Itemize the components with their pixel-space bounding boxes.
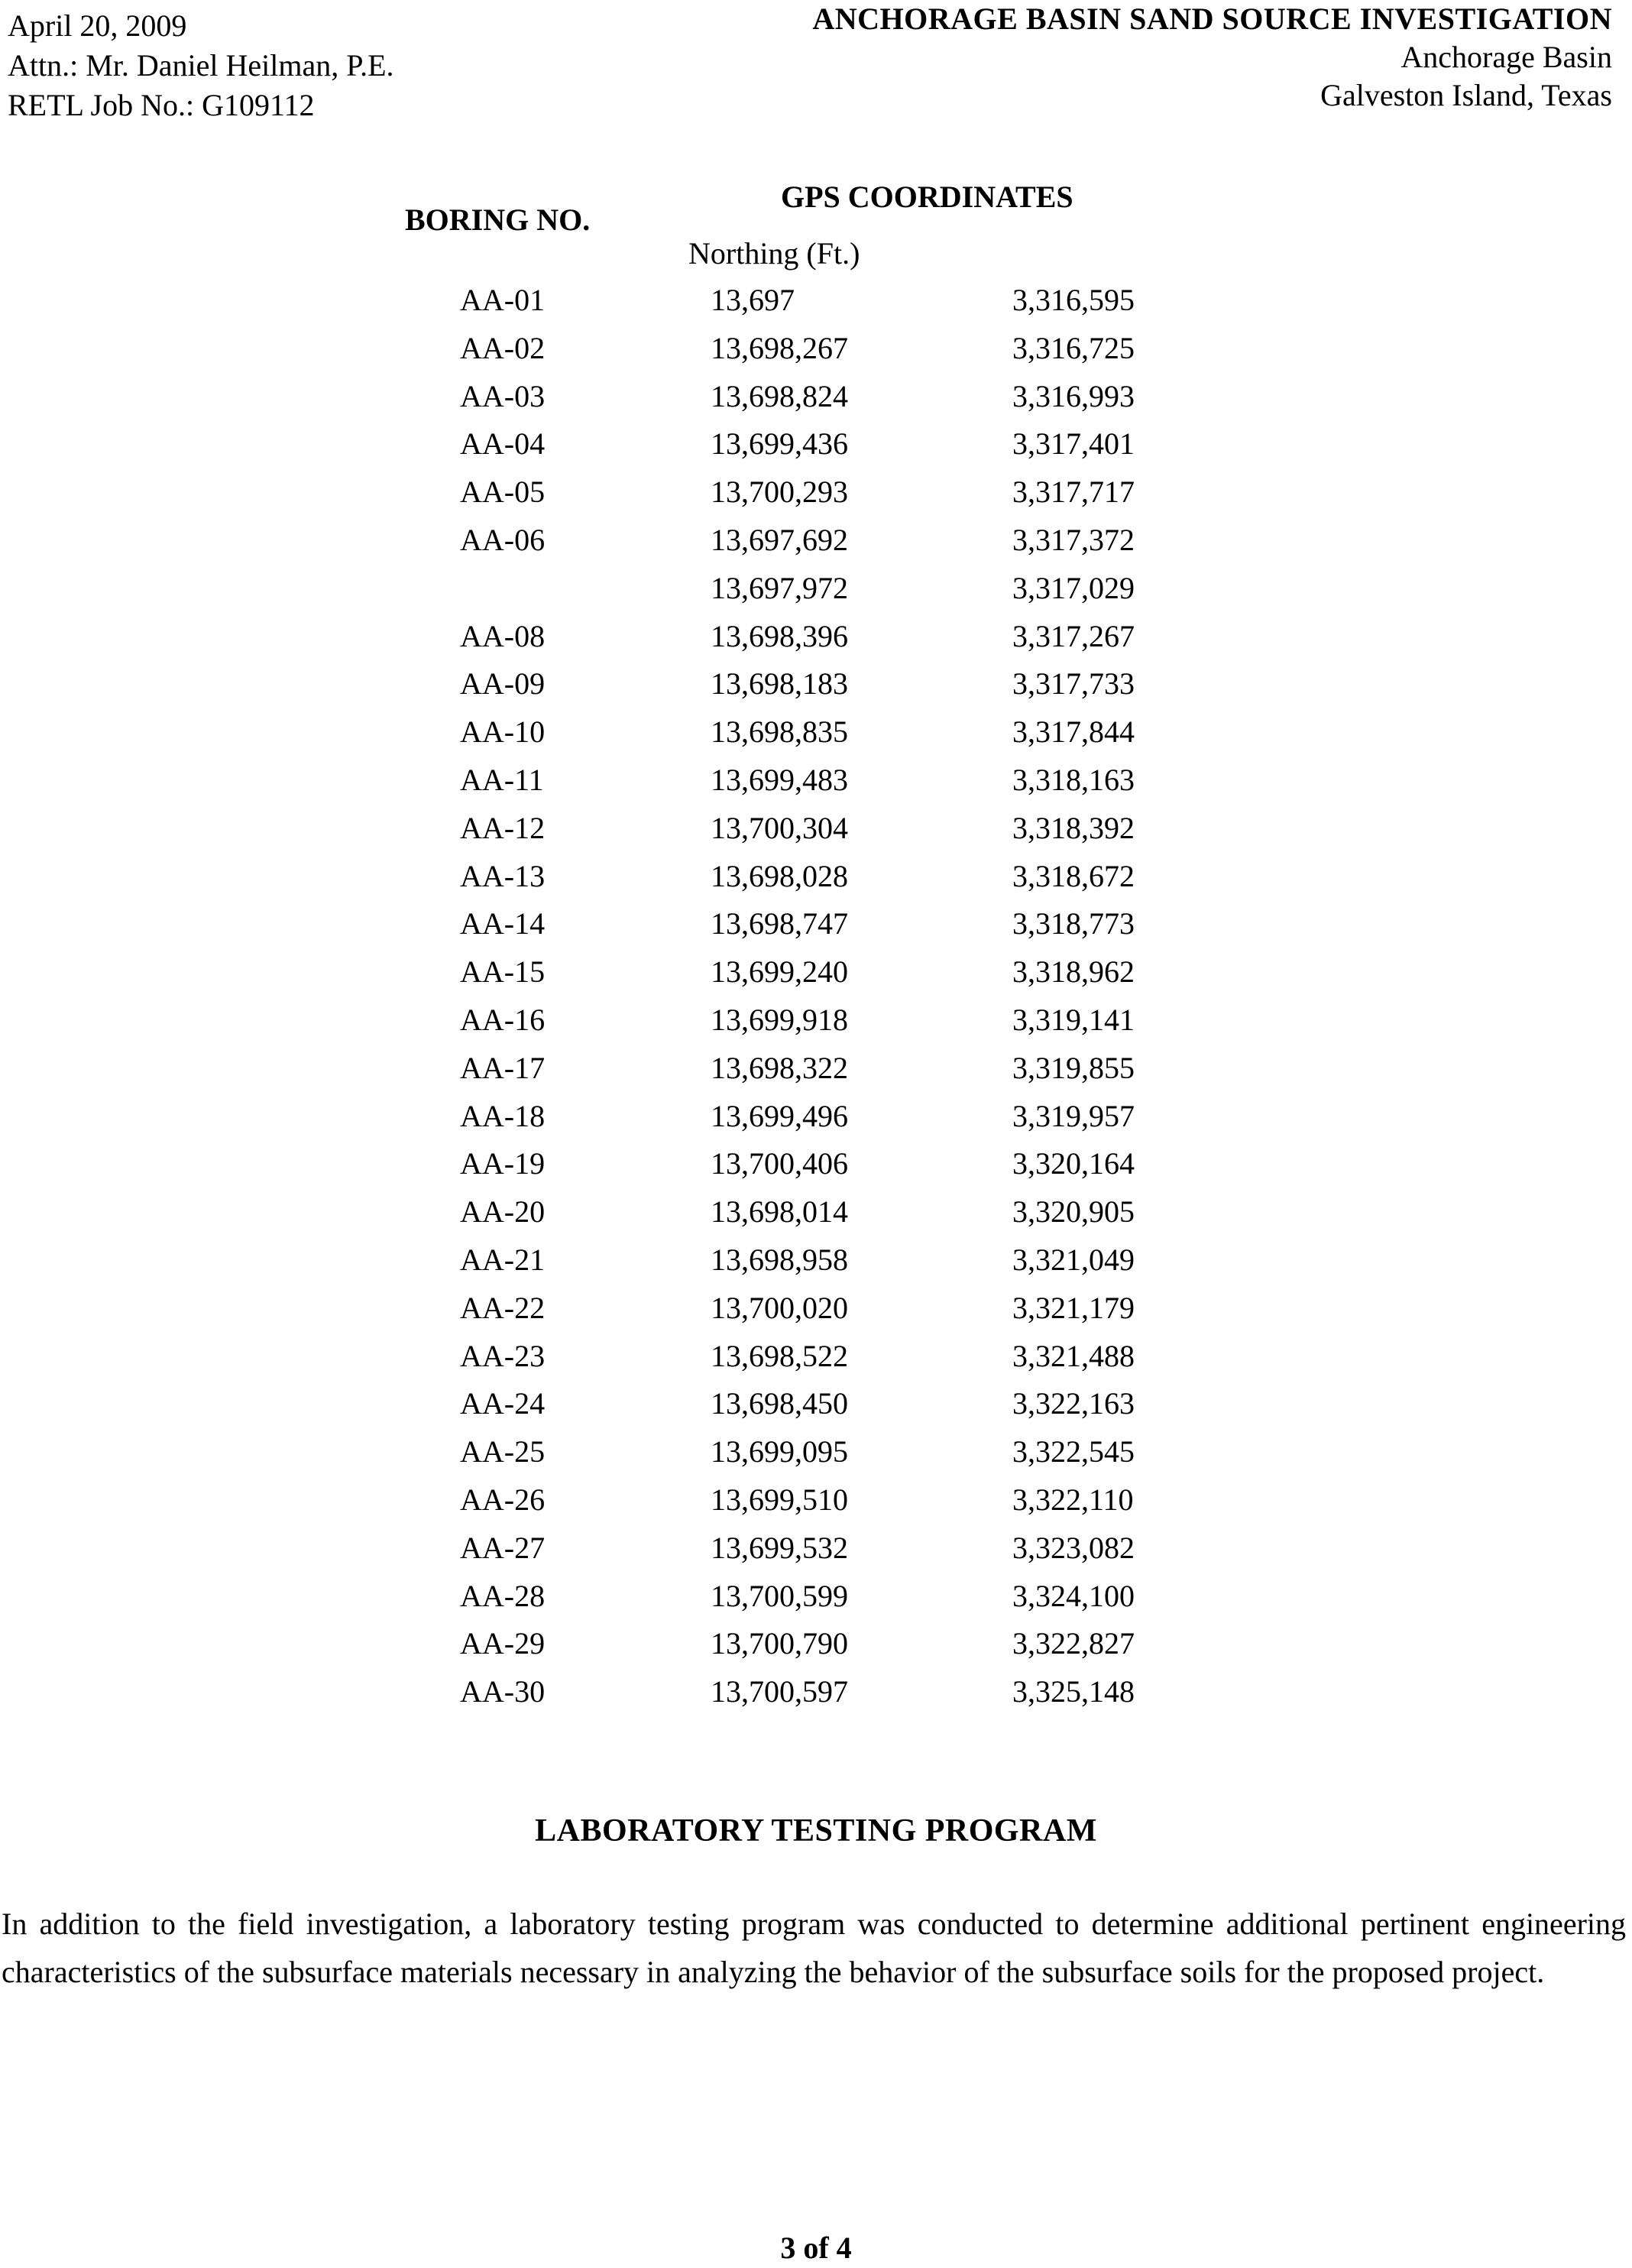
easting-cell: 3,319,855 [1012, 1050, 1135, 1085]
gps-coordinates-table [0, 277, 1632, 1716]
northing-cell: 13,700,293 [711, 475, 848, 510]
boring-number-cell: AA-30 [460, 1674, 546, 1709]
boring-number-cell: AA-20 [460, 1194, 546, 1230]
boring-number-cell: AA-09 [460, 666, 546, 701]
boring-number-cell: AA-14 [460, 906, 546, 941]
easting-cell: 3,317,844 [1012, 714, 1135, 750]
table-row [0, 1045, 1632, 1093]
easting-cell: 3,317,733 [1012, 666, 1135, 701]
northing-cell: 13,697,692 [711, 522, 848, 557]
boring-number-cell: AA-17 [460, 1050, 546, 1085]
boring-number-cell: AA-23 [460, 1338, 546, 1373]
easting-cell: 3,321,179 [1012, 1290, 1135, 1325]
easting-cell: 3,322,163 [1012, 1386, 1135, 1421]
table-row [0, 1620, 1632, 1668]
northing-cell: 13,698,396 [711, 618, 848, 653]
easting-cell: 3,316,993 [1012, 378, 1135, 413]
table-row [0, 757, 1632, 805]
easting-cell: 3,324,100 [1012, 1578, 1135, 1613]
easting-cell: 3,322,827 [1012, 1626, 1135, 1661]
table-row [0, 613, 1632, 661]
easting-cell: 3,321,049 [1012, 1242, 1135, 1277]
table-row [0, 277, 1632, 325]
table-row [0, 1093, 1632, 1141]
easting-cell: 3,317,401 [1012, 426, 1135, 462]
table-row [0, 1333, 1632, 1381]
boring-number-cell: AA-02 [460, 330, 546, 365]
northing-cell: 13,698,958 [711, 1242, 848, 1277]
northing-cell: 13,699,240 [711, 954, 848, 990]
table-row [0, 1140, 1632, 1188]
boring-number-cell: AA-24 [460, 1386, 546, 1421]
boring-number-cell: AA-19 [460, 1146, 546, 1181]
body-paragraph: In addition to the field investigation, a laboratory testing program was conducted to determine additional pertinent engineering characteristics of the subsurface materials necessary in analyzing the behavior of the subsurface soils for the proposed project. [2, 1907, 1626, 1989]
northing-cell: 13,698,450 [711, 1386, 848, 1421]
table-row [0, 517, 1632, 565]
northing-cell: 13,699,496 [711, 1098, 848, 1133]
easting-cell: 3,320,164 [1012, 1146, 1135, 1181]
gps-coordinates-header: GPS COORDINATES [781, 180, 1073, 214]
easting-cell: 3,318,773 [1012, 906, 1135, 941]
easting-cell: 3,325,148 [1012, 1674, 1135, 1709]
table-row [0, 468, 1632, 517]
easting-cell: 3,321,488 [1012, 1338, 1135, 1373]
easting-cell: 3,319,141 [1012, 1002, 1135, 1037]
boring-number-cell: AA-12 [460, 810, 546, 845]
table-row [0, 1380, 1632, 1428]
boring-number-cell: AA-15 [460, 954, 546, 990]
letter-header-left [8, 6, 394, 125]
boring-number-cell: AA-10 [460, 714, 546, 750]
table-row [0, 1236, 1632, 1285]
northing-cell: 13,698,014 [711, 1194, 848, 1230]
easting-cell: 3,318,163 [1012, 762, 1135, 797]
boring-number-cell: AA-01 [460, 283, 546, 317]
northing-cell: 13,699,483 [711, 762, 848, 797]
table-row [0, 660, 1632, 708]
page-number: 3 of 4 [780, 2231, 852, 2265]
northing-cell: 13,700,020 [711, 1290, 848, 1325]
table-row [0, 1285, 1632, 1333]
northing-cell: 13,699,095 [711, 1434, 848, 1469]
letter-attn: Attn.: Mr. Daniel Heilman, P.E. [8, 48, 394, 83]
boring-number-cell: AA-29 [460, 1626, 546, 1661]
boring-number-cell: AA-27 [460, 1530, 546, 1565]
table-row [0, 373, 1632, 421]
table-row [0, 805, 1632, 853]
easting-cell: 3,319,957 [1012, 1098, 1135, 1133]
letter-date: April 20, 2009 [8, 8, 187, 43]
easting-cell: 3,316,725 [1012, 330, 1135, 365]
northing-cell: 13,699,918 [711, 1002, 848, 1037]
easting-cell: 3,317,029 [1012, 570, 1135, 605]
northing-cell: 13,700,406 [711, 1146, 848, 1181]
northing-cell: 13,698,835 [711, 714, 848, 750]
easting-cell: 3,318,392 [1012, 810, 1135, 845]
boring-number-cell: AA-26 [460, 1482, 546, 1517]
northing-cell: 13,698,747 [711, 906, 848, 941]
table-row [0, 948, 1632, 996]
table-row [0, 420, 1632, 468]
easting-cell: 3,317,372 [1012, 522, 1135, 557]
table-row [0, 1476, 1632, 1524]
boring-number-cell: AA-13 [460, 858, 546, 893]
table-row [0, 1188, 1632, 1236]
boring-number-cell: AA-05 [460, 475, 546, 510]
boring-no-header: BORING NO. [405, 202, 591, 237]
table-row [0, 708, 1632, 757]
boring-number-cell: AA-21 [460, 1242, 546, 1277]
report-title: ANCHORAGE BASIN SAND SOURCE INVESTIGATION [812, 2, 1612, 36]
boring-number-cell: AA-08 [460, 618, 546, 653]
table-row [0, 1524, 1632, 1573]
northing-cell: 13,698,824 [711, 378, 848, 413]
easting-cell: 3,322,110 [1012, 1482, 1134, 1517]
easting-cell: 3,317,267 [1012, 618, 1135, 653]
boring-number-cell: AA-28 [460, 1578, 546, 1613]
northing-cell: 13,699,436 [711, 426, 848, 462]
northing-cell: 13,698,183 [711, 666, 848, 701]
boring-number-cell: AA-11 [460, 762, 544, 797]
section-heading: LABORATORY TESTING PROGRAM [535, 1813, 1097, 1848]
table-row [0, 996, 1632, 1045]
table-row [0, 853, 1632, 901]
northing-cell: 13,698,522 [711, 1338, 848, 1373]
northing-cell: 13,700,597 [711, 1674, 848, 1709]
table-row [0, 900, 1632, 948]
table-row [0, 565, 1632, 613]
table-row [0, 1573, 1632, 1621]
northing-cell: 13,699,510 [711, 1482, 848, 1517]
northing-subheader: Northing (Ft.) [688, 236, 860, 271]
northing-cell: 13,698,267 [711, 330, 848, 365]
boring-number-cell: AA-04 [460, 426, 546, 462]
northing-cell: 13,700,599 [711, 1578, 848, 1613]
easting-cell: 3,317,717 [1012, 475, 1135, 510]
report-header-right [812, 0, 1612, 115]
easting-cell: 3,316,595 [1012, 283, 1135, 317]
boring-number-cell: AA-22 [460, 1290, 546, 1325]
easting-cell: 3,323,082 [1012, 1530, 1135, 1565]
boring-number-cell: AA-03 [460, 378, 546, 413]
boring-number-cell: AA-25 [460, 1434, 546, 1469]
northing-cell: 13,699,532 [711, 1530, 848, 1565]
northing-cell: 13,698,028 [711, 858, 848, 893]
report-subtitle-basin: Anchorage Basin [1400, 40, 1612, 74]
boring-number-cell: AA-16 [460, 1002, 546, 1037]
northing-cell: 13,698,322 [711, 1050, 848, 1085]
easting-cell: 3,322,545 [1012, 1434, 1135, 1469]
table-row [0, 325, 1632, 373]
report-subtitle-location: Galveston Island, Texas [1320, 78, 1612, 112]
easting-cell: 3,320,905 [1012, 1194, 1135, 1230]
northing-cell: 13,697,972 [711, 570, 848, 605]
northing-cell: 13,700,790 [711, 1626, 848, 1661]
northing-cell: 13,697 [711, 283, 795, 317]
easting-cell: 3,318,962 [1012, 954, 1135, 990]
table-row [0, 1428, 1632, 1476]
easting-cell: 3,318,672 [1012, 858, 1135, 893]
table-row [0, 1668, 1632, 1716]
boring-number-cell: AA-18 [460, 1098, 546, 1133]
boring-number-cell: AA-06 [460, 522, 546, 557]
letter-job-number: RETL Job No.: G109112 [8, 88, 315, 122]
northing-cell: 13,700,304 [711, 810, 848, 845]
